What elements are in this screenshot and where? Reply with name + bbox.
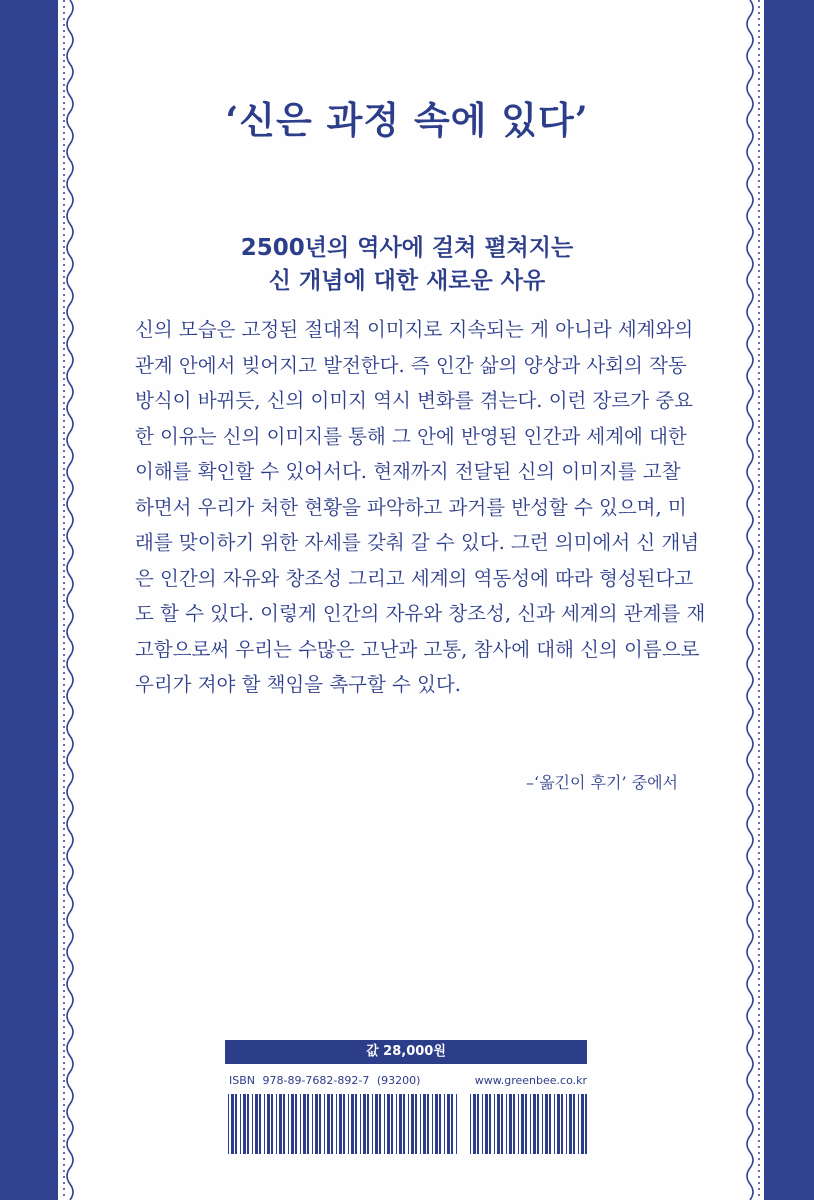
- barcode-bar: [247, 1094, 249, 1154]
- barcode-bar: [399, 1094, 402, 1154]
- body-line: 은 인간의 자유와 창조성 그리고 세계의 역동성에 따라 형성된다고: [135, 566, 694, 590]
- cover-title: ‘신은 과정 속에 있다’: [225, 98, 589, 142]
- barcode-bar: [501, 1094, 503, 1154]
- barcode-bar: [427, 1094, 429, 1154]
- barcode-bar: [391, 1094, 393, 1154]
- barcode-bar: [288, 1094, 289, 1154]
- barcode-bar: [231, 1094, 234, 1154]
- barcode-bar: [470, 1094, 471, 1154]
- barcode-bar: [360, 1094, 361, 1154]
- barcode-bar: [549, 1094, 551, 1154]
- barcode-bar: [379, 1094, 381, 1154]
- barcode-bar: [319, 1094, 321, 1154]
- barcode-bar: [432, 1094, 433, 1154]
- barcode-bar: [518, 1094, 519, 1154]
- body-paragraph: [135, 312, 706, 703]
- body-line: 고함으로써 우리는 수많은 고난과 고통, 참사에 대해 신의 이름으로: [135, 637, 700, 661]
- barcode-bar: [303, 1094, 306, 1154]
- right-decorative-border: [742, 0, 766, 1200]
- subtitle-line-1: 2500년의 역사에 걸쳐 펼쳐지는: [240, 235, 574, 261]
- barcode-bar: [557, 1094, 560, 1154]
- barcode-bar: [566, 1094, 567, 1154]
- barcode-bar: [408, 1094, 409, 1154]
- barcode-bar: [339, 1094, 342, 1154]
- barcode-bar: [451, 1094, 453, 1154]
- barcode-bar: [569, 1094, 572, 1154]
- barcode-bar: [456, 1094, 457, 1154]
- barcode-bar: [578, 1094, 579, 1154]
- barcode-bar: [435, 1094, 438, 1154]
- left-decorative-border: [0, 0, 78, 1200]
- barcode-bar: [561, 1094, 563, 1154]
- barcode-bar: [545, 1094, 548, 1154]
- barcode-bar: [343, 1094, 345, 1154]
- body-line: 하면서 우리가 처한 현황을 파악하고 과거를 반성할 수 있으며, 미: [135, 495, 687, 519]
- body-line: 관계 안에서 빚어지고 발전한다. 즉 인간 삶의 양상과 사회의 작동: [135, 353, 687, 377]
- barcode-bar: [255, 1094, 258, 1154]
- barcode-bar: [372, 1094, 373, 1154]
- body-line: 신의 모습은 고정된 절대적 이미지로 지속되는 게 아니라 세계와의: [135, 318, 694, 341]
- barcode-bar: [363, 1094, 366, 1154]
- barcode-bar: [259, 1094, 261, 1154]
- barcode-bar: [240, 1094, 241, 1154]
- barcode-bar: [423, 1094, 426, 1154]
- barcode-bar: [444, 1094, 445, 1154]
- barcode-bar: [521, 1094, 524, 1154]
- barcode-bar: [300, 1094, 301, 1154]
- addon-barcode: [470, 1094, 588, 1154]
- body-line: 우리가 져야 할 책임을 촉구할 수 있다.: [135, 673, 461, 696]
- price-label: 값 28,000원: [225, 1040, 587, 1064]
- barcode-bar: [375, 1094, 378, 1154]
- barcode-bar: [477, 1094, 479, 1154]
- isbn-barcode: [228, 1094, 460, 1154]
- barcode-bar: [497, 1094, 500, 1154]
- body-line: 방식이 바뀌듯, 신의 이미지 역시 변화를 겪는다. 이런 장르가 중요: [135, 389, 693, 412]
- barcode-bar: [351, 1094, 354, 1154]
- barcode-bar: [387, 1094, 390, 1154]
- barcode-bar: [267, 1094, 270, 1154]
- barcode-bar: [295, 1094, 297, 1154]
- barcode-bar: [554, 1094, 555, 1154]
- subtitle-line-2: 신 개념에 대한 새로운 사유: [268, 268, 546, 294]
- barcode-bar: [228, 1094, 229, 1154]
- barcode-bar: [243, 1094, 246, 1154]
- barcode-bar: [252, 1094, 253, 1154]
- barcode-bar: [537, 1094, 539, 1154]
- body-line: 한 이유는 신의 이미지를 통해 그 안에 반영된 인간과 세계에 대한: [135, 424, 687, 448]
- barcode-bar: [506, 1094, 507, 1154]
- publisher-url: www.greenbee.co.kr: [474, 1074, 587, 1087]
- barcode-bar: [542, 1094, 543, 1154]
- barcode-bar: [573, 1094, 575, 1154]
- barcode-bar: [494, 1094, 495, 1154]
- barcode-bar: [235, 1094, 237, 1154]
- barcode-bar: [403, 1094, 405, 1154]
- barcode-bar: [415, 1094, 417, 1154]
- barcode-bar: [447, 1094, 450, 1154]
- barcode-bar: [312, 1094, 313, 1154]
- barcode-bar: [327, 1094, 330, 1154]
- barcode-bar: [489, 1094, 491, 1154]
- isbn-number: ISBN 978-89-7682-892-7 (93200): [229, 1074, 421, 1087]
- barcode-bar: [264, 1094, 265, 1154]
- body-line: 이해를 확인할 수 있어서다. 현재까지 전달된 신의 이미지를 고찰: [135, 460, 681, 483]
- barcode-bar: [420, 1094, 421, 1154]
- barcode-bar: [482, 1094, 483, 1154]
- barcode-bar: [307, 1094, 309, 1154]
- barcode-bar: [473, 1094, 476, 1154]
- barcode-bar: [396, 1094, 397, 1154]
- barcode-bar: [348, 1094, 349, 1154]
- right-blue-band: [764, 0, 814, 1200]
- barcode-bar: [271, 1094, 273, 1154]
- barcode-bar: [336, 1094, 337, 1154]
- barcode-bar: [509, 1094, 512, 1154]
- body-line: 도 할 수 있다. 이렇게 인간의 자유와 창조성, 신과 세계의 관계를 재: [135, 602, 706, 625]
- barcode-bar: [367, 1094, 369, 1154]
- body-line: 래를 맞이하기 위한 자세를 갖춰 갈 수 있다. 그런 의미에서 신 개념: [135, 531, 700, 554]
- barcode-bar: [525, 1094, 527, 1154]
- barcode-bar: [331, 1094, 333, 1154]
- barcode-bar: [276, 1094, 277, 1154]
- barcode-bar: [533, 1094, 536, 1154]
- barcode-bar: [324, 1094, 325, 1154]
- barcode-bar: [384, 1094, 385, 1154]
- barcode-bar: [411, 1094, 414, 1154]
- barcode-bar: [283, 1094, 285, 1154]
- barcode-bar: [439, 1094, 441, 1154]
- barcode-bar: [513, 1094, 515, 1154]
- barcode-bar: [585, 1094, 587, 1154]
- barcode-bar: [291, 1094, 294, 1154]
- barcode-bar: [485, 1094, 488, 1154]
- barcode-bar: [355, 1094, 357, 1154]
- barcode-bar: [315, 1094, 318, 1154]
- barcode-bar: [530, 1094, 531, 1154]
- source-citation: –‘옮긴이 후기’ 중에서: [526, 773, 678, 792]
- barcode-bar: [279, 1094, 282, 1154]
- barcode-bar: [581, 1094, 584, 1154]
